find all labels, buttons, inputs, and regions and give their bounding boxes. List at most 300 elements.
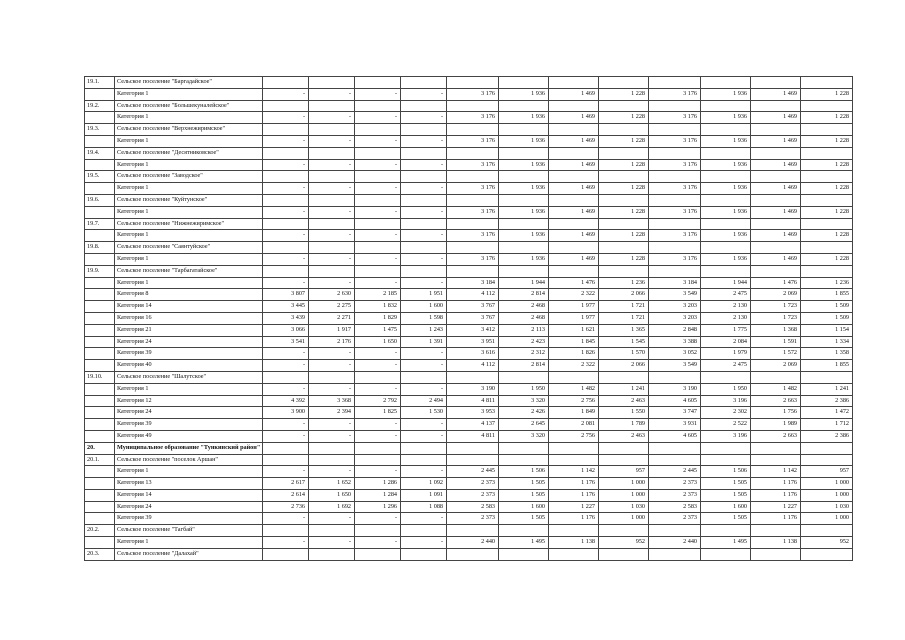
empty-cell	[801, 525, 853, 537]
value-cell: 1 228	[599, 183, 649, 195]
value-cell: 1 936	[499, 112, 549, 124]
value-cell: 2 522	[701, 419, 751, 431]
section-name-cell: Сельское поселение "Далахай"	[115, 548, 263, 560]
value-cell: 1 721	[599, 312, 649, 324]
value-cell: 1 469	[751, 135, 801, 147]
value-cell: 2 792	[355, 395, 401, 407]
empty-cell	[447, 548, 499, 560]
value-cell: -	[309, 183, 355, 195]
empty-cell	[549, 265, 599, 277]
value-cell: 1 482	[751, 383, 801, 395]
category-name-cell: Категория 14	[115, 489, 263, 501]
empty-cell	[499, 77, 549, 89]
value-cell: 1 176	[549, 478, 599, 490]
value-cell: -	[355, 253, 401, 265]
empty-cell	[263, 194, 309, 206]
value-cell: 3 931	[649, 419, 701, 431]
row-index-cell: 19.6.	[85, 194, 115, 206]
value-cell: 1 723	[751, 301, 801, 313]
value-cell: 1 845	[549, 336, 599, 348]
section-name-cell: Сельское поселение "Тагбай"	[115, 525, 263, 537]
empty-cell	[263, 525, 309, 537]
empty-cell	[751, 77, 801, 89]
value-cell: 3 184	[447, 277, 499, 289]
value-cell: 1 176	[549, 513, 599, 525]
empty-cell	[701, 442, 751, 454]
value-cell: -	[309, 537, 355, 549]
value-cell: -	[263, 112, 309, 124]
value-cell: 2 614	[263, 489, 309, 501]
value-cell: 1 000	[599, 489, 649, 501]
empty-cell	[499, 454, 549, 466]
value-cell: 1 138	[549, 537, 599, 549]
empty-cell	[599, 124, 649, 136]
category-name-cell: Категория 40	[115, 360, 263, 372]
empty-cell	[401, 242, 447, 254]
category-name-cell: Категория 1	[115, 88, 263, 100]
empty-cell	[599, 242, 649, 254]
value-cell: 1 936	[701, 88, 751, 100]
empty-cell	[447, 124, 499, 136]
value-cell: 1 469	[751, 183, 801, 195]
value-cell: -	[401, 159, 447, 171]
empty-cell	[599, 548, 649, 560]
category-row	[85, 112, 853, 124]
empty-cell	[701, 147, 751, 159]
value-cell: 1 950	[499, 383, 549, 395]
value-cell: 1 936	[499, 135, 549, 147]
empty-cell	[549, 100, 599, 112]
empty-cell	[447, 371, 499, 383]
value-cell: 1 000	[599, 513, 649, 525]
value-cell: 3 176	[649, 88, 701, 100]
value-cell: -	[401, 135, 447, 147]
value-cell: 1 142	[549, 466, 599, 478]
empty-cell	[649, 442, 701, 454]
empty-cell	[447, 265, 499, 277]
empty-cell	[751, 242, 801, 254]
empty-cell	[309, 454, 355, 466]
empty-cell	[499, 525, 549, 537]
empty-cell	[801, 242, 853, 254]
value-cell: 3 549	[649, 360, 701, 372]
empty-cell	[263, 442, 309, 454]
value-cell: -	[263, 348, 309, 360]
empty-cell	[801, 194, 853, 206]
empty-cell	[751, 147, 801, 159]
value-cell: 1 469	[751, 253, 801, 265]
value-cell: 1 469	[549, 230, 599, 242]
empty-cell	[649, 242, 701, 254]
value-cell: 2 373	[447, 489, 499, 501]
category-name-cell: Категория 24	[115, 407, 263, 419]
empty-cell	[263, 171, 309, 183]
row-index-cell	[85, 360, 115, 372]
settlement-row	[85, 454, 853, 466]
settlement-row	[85, 265, 853, 277]
empty-cell	[499, 147, 549, 159]
empty-cell	[401, 442, 447, 454]
value-cell: 2 069	[751, 360, 801, 372]
empty-cell	[751, 548, 801, 560]
value-cell: 3 176	[447, 88, 499, 100]
empty-cell	[447, 242, 499, 254]
value-cell: 4 112	[447, 360, 499, 372]
value-cell: 1 989	[751, 419, 801, 431]
empty-cell	[401, 147, 447, 159]
value-cell: 3 176	[447, 112, 499, 124]
category-name-cell: Категория 24	[115, 336, 263, 348]
category-row	[85, 253, 853, 265]
category-row	[85, 513, 853, 525]
section-name-cell: Муниципальное образование "Тункинский район"	[115, 442, 263, 454]
row-index-cell	[85, 301, 115, 313]
empty-cell	[549, 371, 599, 383]
value-cell: 952	[599, 537, 649, 549]
value-cell: -	[309, 159, 355, 171]
row-index-cell	[85, 501, 115, 513]
value-cell: -	[309, 348, 355, 360]
value-cell: 4 112	[447, 289, 499, 301]
value-cell: -	[263, 419, 309, 431]
value-cell: 3 176	[649, 183, 701, 195]
value-cell: 1 936	[499, 230, 549, 242]
empty-cell	[447, 100, 499, 112]
row-index-cell	[85, 277, 115, 289]
value-cell: -	[263, 253, 309, 265]
value-cell: 1 284	[355, 489, 401, 501]
empty-cell	[355, 100, 401, 112]
category-name-cell: Категория 16	[115, 312, 263, 324]
settlement-row	[85, 77, 853, 89]
empty-cell	[649, 194, 701, 206]
category-name-cell: Категория 24	[115, 501, 263, 513]
value-cell: 1 176	[751, 489, 801, 501]
value-cell: 1 936	[701, 183, 751, 195]
empty-cell	[263, 371, 309, 383]
category-row	[85, 360, 853, 372]
value-cell: -	[401, 183, 447, 195]
value-cell: 1 334	[801, 336, 853, 348]
empty-cell	[401, 218, 447, 230]
value-cell: 1 509	[801, 312, 853, 324]
value-cell: 3 951	[447, 336, 499, 348]
empty-cell	[499, 218, 549, 230]
empty-cell	[401, 265, 447, 277]
value-cell: 3 445	[263, 301, 309, 313]
value-cell: 2 373	[649, 513, 701, 525]
value-cell: 2 394	[309, 407, 355, 419]
value-cell: -	[401, 419, 447, 431]
empty-cell	[549, 454, 599, 466]
value-cell: 1 154	[801, 324, 853, 336]
value-cell: 3 320	[499, 430, 549, 442]
value-cell: 1 789	[599, 419, 649, 431]
value-cell: 4 811	[447, 430, 499, 442]
value-cell: 1 598	[401, 312, 447, 324]
empty-cell	[499, 265, 549, 277]
value-cell: -	[309, 135, 355, 147]
value-cell: 2 185	[355, 289, 401, 301]
value-cell: -	[263, 360, 309, 372]
value-cell: 2 066	[599, 289, 649, 301]
value-cell: -	[263, 206, 309, 218]
value-cell: 2 113	[499, 324, 549, 336]
category-name-cell: Категория 1	[115, 230, 263, 242]
value-cell: 2 583	[649, 501, 701, 513]
value-cell: 3 176	[447, 206, 499, 218]
value-cell: -	[401, 513, 447, 525]
value-cell: -	[263, 277, 309, 289]
value-cell: -	[263, 230, 309, 242]
empty-cell	[309, 242, 355, 254]
value-cell: 1 692	[309, 501, 355, 513]
empty-cell	[355, 218, 401, 230]
value-cell: 3 388	[649, 336, 701, 348]
value-cell: 1 236	[599, 277, 649, 289]
value-cell: 1 545	[599, 336, 649, 348]
value-cell: -	[355, 112, 401, 124]
category-row	[85, 230, 853, 242]
empty-cell	[447, 77, 499, 89]
value-cell: 2 463	[599, 395, 649, 407]
empty-cell	[263, 124, 309, 136]
empty-cell	[701, 194, 751, 206]
value-cell: 1 228	[599, 206, 649, 218]
empty-cell	[649, 77, 701, 89]
empty-cell	[599, 371, 649, 383]
value-cell: 1 849	[549, 407, 599, 419]
value-cell: 1 091	[401, 489, 447, 501]
empty-cell	[801, 218, 853, 230]
value-cell: 1 721	[599, 301, 649, 313]
value-cell: -	[355, 88, 401, 100]
value-cell: 2 081	[549, 419, 599, 431]
row-index-cell	[85, 430, 115, 442]
value-cell: -	[309, 253, 355, 265]
value-cell: 1 142	[751, 466, 801, 478]
category-name-cell: Категория 8	[115, 289, 263, 301]
empty-cell	[309, 124, 355, 136]
value-cell: -	[355, 513, 401, 525]
value-cell: 2 386	[801, 430, 853, 442]
category-name-cell: Категория 21	[115, 324, 263, 336]
value-cell: -	[263, 88, 309, 100]
value-cell: 1 600	[701, 501, 751, 513]
empty-cell	[599, 442, 649, 454]
empty-cell	[751, 265, 801, 277]
empty-cell	[701, 525, 751, 537]
value-cell: -	[263, 159, 309, 171]
settlement-row	[85, 194, 853, 206]
settlement-row	[85, 147, 853, 159]
value-cell: 1 138	[751, 537, 801, 549]
value-cell: 1 977	[549, 301, 599, 313]
empty-cell	[701, 100, 751, 112]
value-cell: 2 322	[549, 360, 599, 372]
value-cell: -	[355, 159, 401, 171]
value-cell: -	[263, 430, 309, 442]
empty-cell	[447, 194, 499, 206]
value-cell: 3 767	[447, 301, 499, 313]
category-row	[85, 183, 853, 195]
value-cell: -	[401, 360, 447, 372]
table-body	[85, 77, 853, 561]
value-cell: 1 650	[355, 336, 401, 348]
empty-cell	[599, 100, 649, 112]
value-cell: 2 322	[549, 289, 599, 301]
empty-cell	[599, 525, 649, 537]
value-cell: 1 228	[801, 253, 853, 265]
empty-cell	[309, 100, 355, 112]
value-cell: -	[401, 112, 447, 124]
value-cell: 1 506	[499, 466, 549, 478]
value-cell: 1 228	[801, 135, 853, 147]
section-name-cell: Сельское поселение "Большекуналейское"	[115, 100, 263, 112]
category-name-cell: Категория 1	[115, 537, 263, 549]
value-cell: 2 494	[401, 395, 447, 407]
value-cell: 3 176	[447, 230, 499, 242]
row-index-cell: 19.2.	[85, 100, 115, 112]
empty-cell	[263, 218, 309, 230]
category-row	[85, 383, 853, 395]
empty-cell	[401, 194, 447, 206]
value-cell: 1 227	[549, 501, 599, 513]
row-index-cell: 19.4.	[85, 147, 115, 159]
row-index-cell	[85, 395, 115, 407]
empty-cell	[355, 194, 401, 206]
value-cell: 3 176	[649, 253, 701, 265]
category-row	[85, 348, 853, 360]
row-index-cell	[85, 88, 115, 100]
empty-cell	[499, 171, 549, 183]
value-cell: 1 936	[499, 88, 549, 100]
value-cell: -	[309, 513, 355, 525]
category-row	[85, 289, 853, 301]
row-index-cell: 20.2.	[85, 525, 115, 537]
row-index-cell	[85, 206, 115, 218]
settlement-row	[85, 525, 853, 537]
empty-cell	[649, 218, 701, 230]
value-cell: -	[309, 206, 355, 218]
empty-cell	[447, 171, 499, 183]
empty-cell	[549, 171, 599, 183]
value-cell: -	[263, 135, 309, 147]
value-cell: 1 469	[549, 135, 599, 147]
value-cell: 1 936	[701, 112, 751, 124]
value-cell: -	[401, 277, 447, 289]
value-cell: 2 848	[649, 324, 701, 336]
value-cell: 4 811	[447, 395, 499, 407]
category-row	[85, 407, 853, 419]
value-cell: 1 088	[401, 501, 447, 513]
value-cell: 1 530	[401, 407, 447, 419]
category-row	[85, 206, 853, 218]
empty-cell	[401, 371, 447, 383]
value-cell: -	[309, 430, 355, 442]
empty-cell	[355, 371, 401, 383]
empty-cell	[401, 124, 447, 136]
value-cell: 3 176	[649, 230, 701, 242]
value-cell: 3 747	[649, 407, 701, 419]
value-cell: 3 176	[649, 112, 701, 124]
row-index-cell	[85, 383, 115, 395]
value-cell: 3 176	[649, 206, 701, 218]
value-cell: 2 663	[751, 395, 801, 407]
value-cell: -	[309, 277, 355, 289]
value-cell: 1 358	[801, 348, 853, 360]
section-name-cell: Сельское поселение "Тарбагатайское"	[115, 265, 263, 277]
value-cell: -	[355, 383, 401, 395]
value-cell: 1 650	[309, 489, 355, 501]
row-index-cell	[85, 478, 115, 490]
value-cell: 2 084	[701, 336, 751, 348]
value-cell: 1 977	[549, 312, 599, 324]
empty-cell	[599, 77, 649, 89]
category-name-cell: Категория 39	[115, 419, 263, 431]
value-cell: 2 630	[309, 289, 355, 301]
empty-cell	[401, 454, 447, 466]
value-cell: 3 549	[649, 289, 701, 301]
row-index-cell	[85, 324, 115, 336]
value-cell: 957	[801, 466, 853, 478]
category-name-cell: Категория 39	[115, 513, 263, 525]
empty-cell	[649, 548, 701, 560]
empty-cell	[751, 454, 801, 466]
empty-cell	[263, 147, 309, 159]
value-cell: 1 296	[355, 501, 401, 513]
value-cell: 1 228	[801, 112, 853, 124]
category-row	[85, 336, 853, 348]
empty-cell	[263, 265, 309, 277]
section-name-cell: Сельское поселение "поселок Аршан"	[115, 454, 263, 466]
value-cell: 2 736	[263, 501, 309, 513]
value-cell: 1 936	[499, 183, 549, 195]
row-index-cell	[85, 489, 115, 501]
value-cell: 4 605	[649, 395, 701, 407]
value-cell: -	[355, 466, 401, 478]
category-row	[85, 135, 853, 147]
category-row	[85, 537, 853, 549]
value-cell: -	[355, 135, 401, 147]
value-cell: 2 302	[701, 407, 751, 419]
value-cell: 4 392	[263, 395, 309, 407]
empty-cell	[751, 124, 801, 136]
row-index-cell: 19.1.	[85, 77, 115, 89]
empty-cell	[801, 442, 853, 454]
category-name-cell: Категория 1	[115, 466, 263, 478]
value-cell: -	[355, 360, 401, 372]
category-row	[85, 277, 853, 289]
empty-cell	[549, 548, 599, 560]
value-cell: 2 373	[447, 513, 499, 525]
value-cell: 1 241	[599, 383, 649, 395]
value-cell: 1 228	[801, 183, 853, 195]
value-cell: 3 368	[309, 395, 355, 407]
category-row	[85, 301, 853, 313]
row-index-cell	[85, 289, 115, 301]
value-cell: 1 936	[499, 253, 549, 265]
document-page	[84, 76, 853, 561]
row-index-cell: 19.7.	[85, 218, 115, 230]
empty-cell	[499, 371, 549, 383]
value-cell: 1 243	[401, 324, 447, 336]
empty-cell	[355, 548, 401, 560]
empty-cell	[599, 194, 649, 206]
value-cell: 1 855	[801, 360, 853, 372]
section-name-cell: Сельское поселение "Шалутское"	[115, 371, 263, 383]
value-cell: -	[401, 230, 447, 242]
